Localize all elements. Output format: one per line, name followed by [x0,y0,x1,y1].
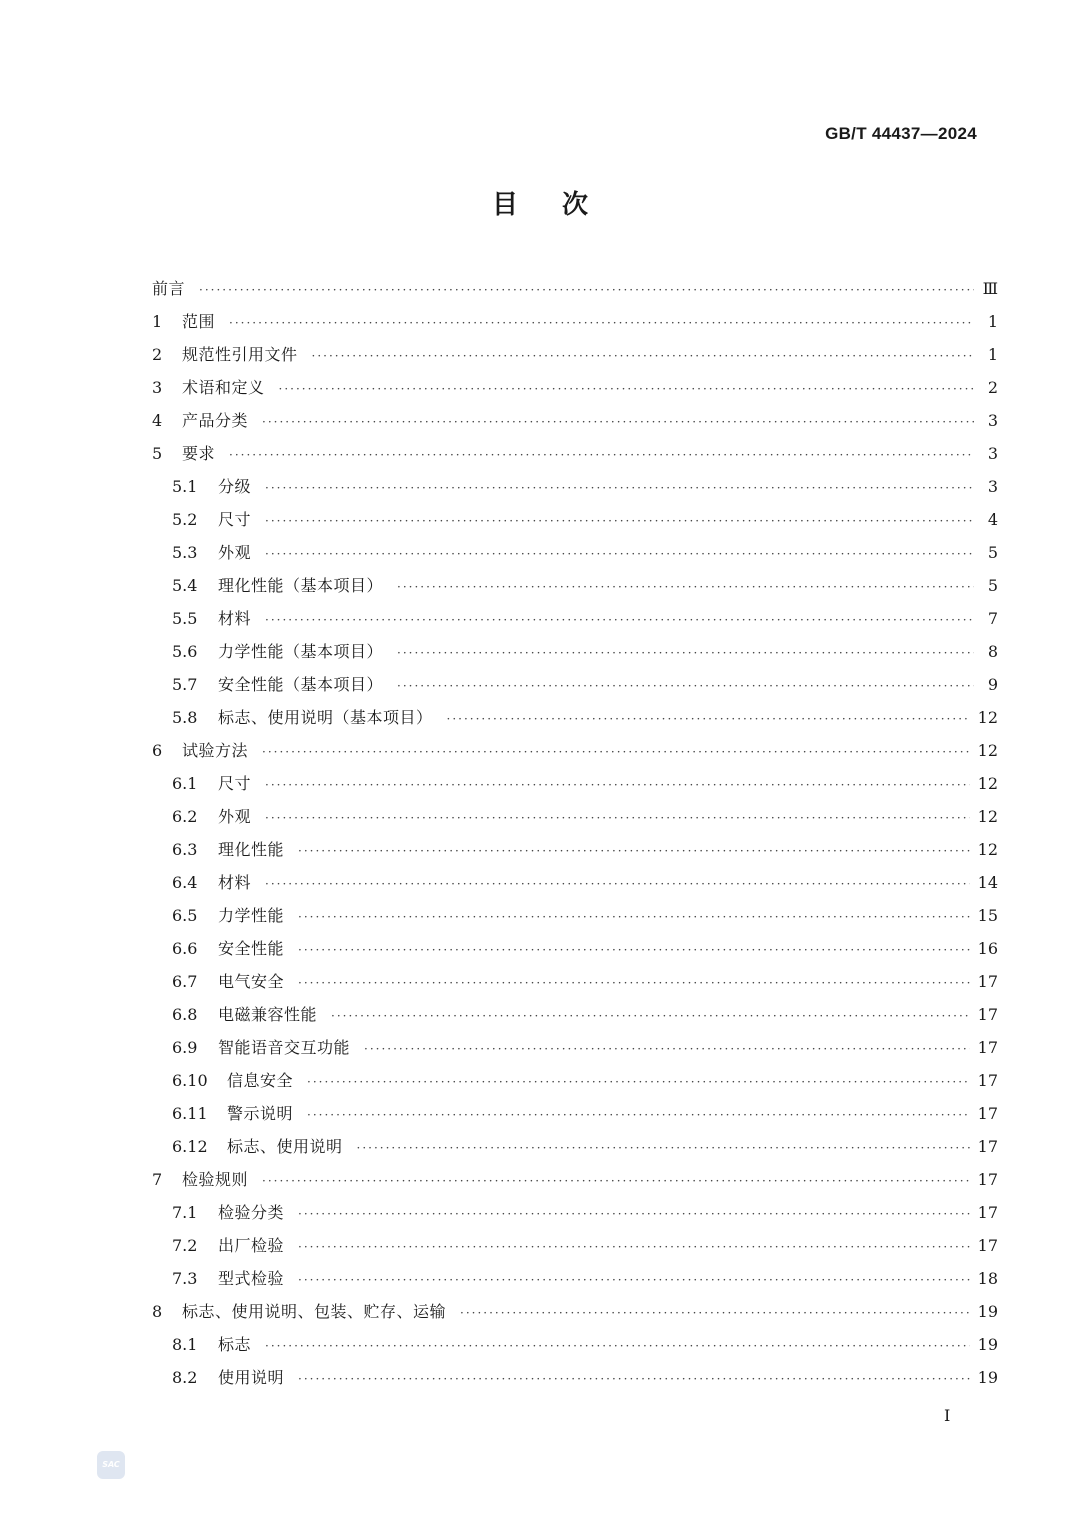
toc-entry[interactable] [152,734,998,767]
toc-entry-label: 尺寸 [218,774,252,793]
toc-entry-number: 6.2 [172,807,198,826]
toc-entry-label: 外观 [218,543,252,562]
toc-entry-page: 17 [977,1104,998,1123]
toc-entry-page: 19 [977,1335,998,1354]
toc-entry[interactable] [152,272,998,305]
toc-leader-dots [265,769,970,802]
toc-entry-label: 术语和定义 [182,378,265,397]
toc-entry[interactable] [152,1229,998,1262]
toc-entry[interactable] [152,965,998,998]
toc-entry-label: 出厂检验 [218,1236,285,1255]
toc-entry[interactable] [152,503,998,536]
toc-entry-number: 7.3 [172,1269,198,1288]
toc-entry-page: 17 [977,1005,998,1024]
toc-entry-label: 标志 [218,1335,252,1354]
toc-entry-number: 5.5 [172,609,198,628]
toc-entry-page: 12 [977,774,998,793]
toc-entry-page: 5 [987,576,998,595]
toc-entry[interactable] [152,569,998,602]
toc-entry-number: 6.4 [172,873,198,892]
toc-entry-page: 3 [987,411,998,430]
toc-leader-dots [265,472,974,505]
toc-entry-label: 使用说明 [218,1368,285,1387]
toc-entry-page: 14 [977,873,998,892]
toc-entry-page: 7 [987,609,998,628]
toc-entry[interactable] [152,1163,998,1196]
toc-title [0,184,1080,221]
toc-entry[interactable] [152,833,998,866]
toc-entry-label: 要求 [182,444,216,463]
toc-leader-dots [298,835,970,868]
toc-entry[interactable] [152,668,998,701]
footer-page-number: I [944,1406,951,1425]
toc-leader-dots [298,1231,970,1264]
toc-entry-number: 6.9 [172,1038,198,1057]
toc-entry-number: 6 [152,741,163,760]
toc-leader-dots [307,1099,970,1132]
toc-entry[interactable] [152,1196,998,1229]
toc-entry-number: 1 [152,312,163,331]
toc-title-char-1: 目 [491,190,518,220]
toc-leader-dots [307,1066,970,1099]
sac-watermark-logo: SAC [97,1451,125,1479]
toc-leader-dots [265,868,970,901]
toc-leader-dots [447,703,970,736]
toc-entry-number: 2 [152,345,163,364]
toc-entry-number: 5.3 [172,543,198,562]
toc-entry-label: 标志、使用说明、包装、贮存、运输 [182,1302,447,1321]
toc-entry[interactable] [152,899,998,932]
toc-entry-label: 理化性能 [218,840,285,859]
toc-entry[interactable] [152,1097,998,1130]
toc-entry-number: 7.2 [172,1236,198,1255]
toc-entry-number: 5.1 [172,477,198,496]
toc-leader-dots [262,406,974,439]
toc-leader-dots [331,1000,970,1033]
toc-leader-dots [364,1033,970,1066]
toc-entry-number: 8.2 [172,1368,198,1387]
toc-entry-number: 5.7 [172,675,198,694]
toc-leader-dots [279,373,974,406]
toc-entry-label: 规范性引用文件 [182,345,298,364]
toc-entry[interactable] [152,536,998,569]
toc-entry-number: 6.5 [172,906,198,925]
toc-entry-label: 材料 [218,609,252,628]
toc-entry[interactable] [152,404,998,437]
toc-leader-dots [298,1363,970,1396]
toc-leader-dots [265,604,974,637]
toc-entry-number: 5.8 [172,708,198,727]
toc-entry-number: 6.10 [172,1071,208,1090]
toc-entry-page: 17 [977,1071,998,1090]
toc-entry-number: 5.4 [172,576,198,595]
toc-entry-label: 电磁兼容性能 [218,1005,318,1024]
toc-entry-label: 安全性能 [218,939,285,958]
toc-leader-dots [397,571,974,604]
toc-entry-page: 17 [977,1038,998,1057]
toc-leader-dots [357,1132,970,1165]
toc-entry-label: 材料 [218,873,252,892]
toc-entry-number: 6.3 [172,840,198,859]
toc-entry[interactable] [152,1064,998,1097]
toc-entry-page: 8 [987,642,998,661]
toc-entry-page: 12 [977,741,998,760]
toc-leader-dots [298,901,970,934]
toc-leader-dots [262,1165,970,1198]
toc-leader-dots [229,439,974,472]
toc-entry-number: 6.6 [172,939,198,958]
toc-entry[interactable] [152,635,998,668]
toc-entry-page: 18 [977,1269,998,1288]
toc-entry-number: 5 [152,444,163,463]
toc-entry[interactable] [152,338,998,371]
toc-entry[interactable] [152,1295,998,1328]
toc-leader-dots [265,538,974,571]
toc-leader-dots [265,802,970,835]
toc-entry-label: 检验规则 [182,1170,249,1189]
toc-entry[interactable] [152,470,998,503]
toc-entry-label: 标志、使用说明（基本项目） [218,708,433,727]
toc-entry-label: 范围 [182,312,216,331]
toc-entry[interactable] [152,866,998,899]
toc-entry-page: 3 [987,444,998,463]
toc-entry-label: 理化性能（基本项目） [218,576,384,595]
toc-entry-page: 5 [987,543,998,562]
toc-entry[interactable] [152,1031,998,1064]
toc-entry-page: 17 [977,1236,998,1255]
toc-entry-label: 力学性能（基本项目） [218,642,384,661]
toc-entry[interactable] [152,932,998,965]
toc-entry-number: 7 [152,1170,163,1189]
toc-entry[interactable] [152,998,998,1031]
toc-entry-page: 17 [977,972,998,991]
toc-leader-dots [397,670,974,703]
toc-entry[interactable] [152,602,998,635]
toc-entry-page: 2 [987,378,998,397]
toc-leader-dots [460,1297,970,1330]
toc-leader-dots [265,505,974,538]
toc-leader-dots [229,307,974,340]
toc-entry-label: 电气安全 [218,972,285,991]
toc-entry-page: 19 [977,1302,998,1321]
toc-entry-number: 8 [152,1302,163,1321]
toc-entry-page: 15 [977,906,998,925]
toc-entry-label: 试验方法 [182,741,249,760]
toc-entry-page: 3 [987,477,998,496]
toc-entry-number: 6.8 [172,1005,198,1024]
toc-entry-page: Ⅲ [982,279,998,298]
toc-entry-page: 9 [987,675,998,694]
toc-entry-page: 17 [977,1170,998,1189]
toc-entry[interactable] [152,767,998,800]
toc-leader-dots [312,340,974,373]
toc-entry-number: 6.7 [172,972,198,991]
toc-entry-number: 8.1 [172,1335,198,1354]
toc-entry-page: 16 [977,939,998,958]
toc-entry-number: 5.2 [172,510,198,529]
toc-leader-dots [298,934,970,967]
toc-entry-label: 警示说明 [227,1104,294,1123]
standard-code: GB/T 44437—2024 [825,124,977,143]
toc-entry[interactable] [152,1328,998,1361]
toc-entry-label: 尺寸 [218,510,252,529]
toc-entry-page: 19 [977,1368,998,1387]
toc-entry[interactable] [152,305,998,338]
toc-entry-label: 安全性能（基本项目） [218,675,384,694]
toc-entry-page: 12 [977,708,998,727]
toc-entry-label: 型式检验 [218,1269,285,1288]
toc-entry-number: 6.12 [172,1137,208,1156]
toc-entry-number: 5.6 [172,642,198,661]
toc-entry-page: 17 [977,1203,998,1222]
toc-entry-number: 4 [152,411,163,430]
toc-entry-label: 外观 [218,807,252,826]
toc-entry-label: 智能语音交互功能 [218,1038,351,1057]
toc-entry-page: 17 [977,1137,998,1156]
toc-entry-label: 力学性能 [218,906,285,925]
toc-entry-number: 6.1 [172,774,198,793]
toc-entry-label: 产品分类 [182,411,249,430]
toc-leader-dots [265,1330,970,1363]
toc-entry-page: 12 [977,807,998,826]
toc-entry-label: 检验分类 [218,1203,285,1222]
toc-entry-label: 标志、使用说明 [227,1137,343,1156]
toc-entry[interactable] [152,437,998,470]
toc-entry[interactable] [152,1361,998,1394]
toc-entry-page: 1 [987,345,998,364]
toc-entry-page: 1 [987,312,998,331]
toc-leader-dots [298,967,970,1000]
toc-entry-label: 信息安全 [227,1071,294,1090]
toc-leader-dots [298,1198,970,1231]
toc-entry-number: 3 [152,378,163,397]
toc-entry[interactable] [152,800,998,833]
toc-entry-number: 7.1 [172,1203,198,1222]
toc-entry[interactable] [152,371,998,404]
table-of-contents [152,272,998,1394]
toc-leader-dots [298,1264,970,1297]
toc-title-char-2: 次 [562,190,589,220]
toc-entry[interactable] [152,1130,998,1163]
toc-entry-page: 4 [987,510,998,529]
toc-entry-number: 6.11 [172,1104,208,1123]
toc-leader-dots [199,274,974,307]
toc-leader-dots [262,736,970,769]
toc-leader-dots [397,637,974,670]
toc-entry-label: 分级 [218,477,252,496]
toc-entry[interactable] [152,701,998,734]
toc-entry[interactable] [152,1262,998,1295]
toc-entry-page: 12 [977,840,998,859]
toc-entry-label: 前言 [152,279,186,298]
